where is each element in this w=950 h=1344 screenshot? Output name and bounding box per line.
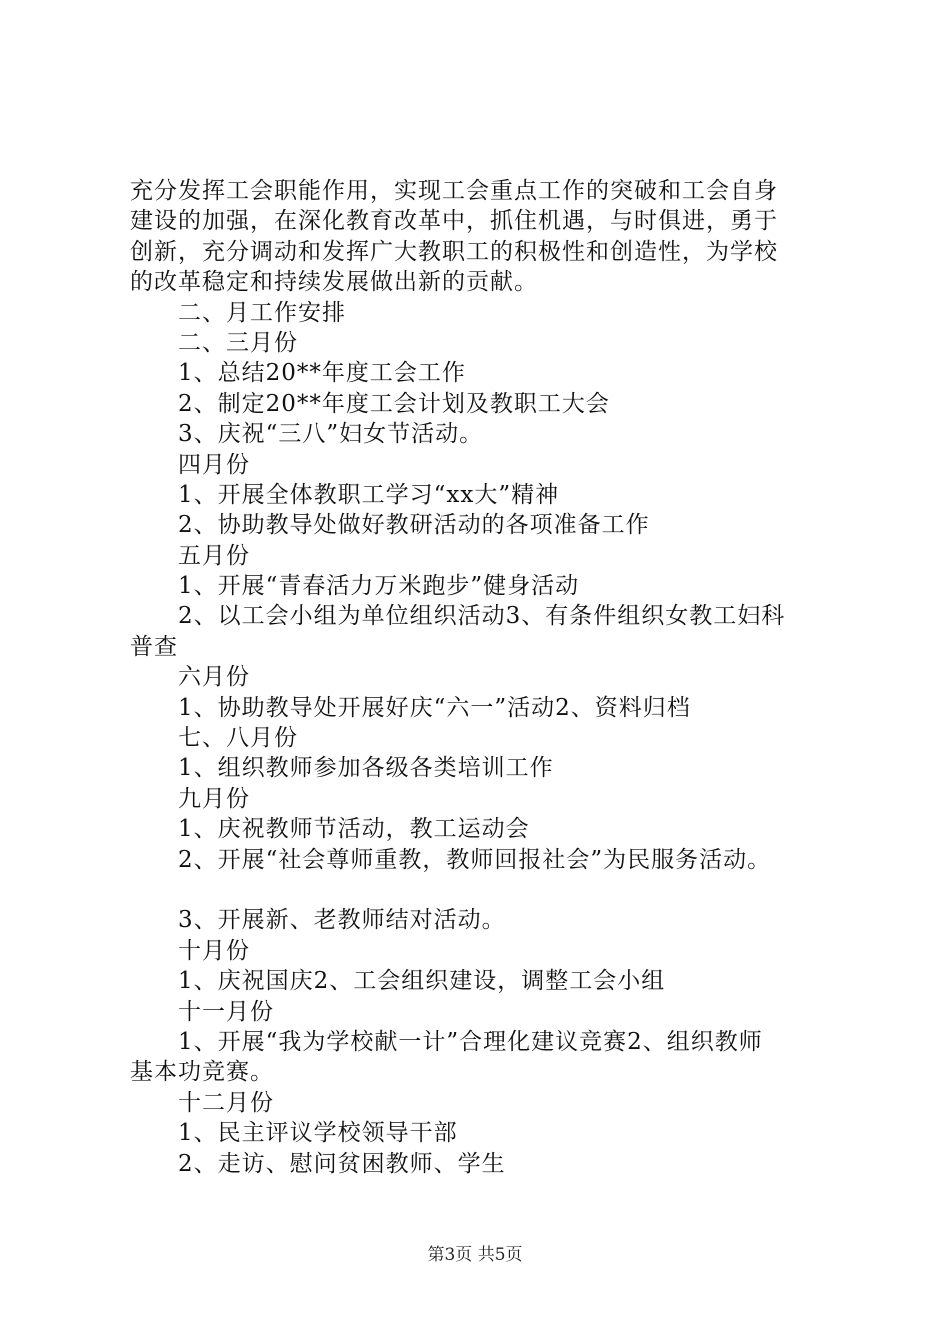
list-item: 3、开展新、老教师结对活动。	[178, 907, 506, 934]
paragraph-line: 充分发挥工会职能作用，实现工会重点工作的突破和工会自身	[130, 178, 778, 204]
list-item: 1、庆祝教师节活动，教工运动会	[178, 816, 530, 843]
month-heading: 九月份	[178, 785, 250, 812]
month-heading: 五月份	[178, 542, 250, 569]
list-item: 1、组织教师参加各级各类培训工作	[178, 755, 554, 782]
list-item: 2、协助教导处做好教研活动的各项准备工作	[178, 512, 650, 539]
list-item: 3、庆祝“三八”妇女节活动。	[178, 421, 484, 448]
month-heading: 十二月份	[178, 1089, 274, 1116]
document-body	[130, 176, 830, 1179]
month-heading: 六月份	[178, 664, 250, 691]
paragraph-line: 创新，充分调动和发挥广大教职工的积极性和创造性，为学校	[130, 238, 778, 265]
blank-line	[130, 875, 830, 905]
paragraph-line: 的改革稳定和持续发展做出新的贡献。	[130, 269, 538, 296]
list-item: 1、庆祝国庆2、工会组织建设，调整工会小组	[178, 968, 666, 995]
list-item: 2、开展“社会尊师重教，教师回报社会”为民服务活动。	[178, 846, 772, 873]
month-heading: 二、三月份	[178, 329, 298, 356]
list-item: 1、民主评议学校领导干部	[178, 1120, 458, 1147]
list-item: 1、开展“我为学校献一计”合理化建议竞赛2、组织教师	[178, 1028, 763, 1055]
paragraph-line: 建设的加强，在深化教育改革中，抓住机遇，与时俱进，勇于	[130, 208, 778, 235]
list-item: 1、开展全体教职工学习“xx大”精神	[178, 481, 560, 508]
list-item: 2、制定20**年度工会计划及教职工大会	[178, 390, 610, 417]
list-item-continuation: 普查	[130, 633, 178, 660]
month-heading: 十一月份	[178, 998, 274, 1025]
list-item: 1、总结20**年度工会工作	[178, 360, 466, 387]
month-heading: 十月份	[178, 937, 250, 964]
month-heading: 七、八月份	[178, 725, 298, 752]
section-heading: 二、月工作安排	[178, 299, 346, 326]
month-heading: 四月份	[178, 451, 250, 478]
list-item: 1、协助教导处开展好庆“六一”活动2、资料归档	[178, 694, 691, 721]
list-item: 1、开展“青春活力万米跑步”健身活动	[178, 573, 580, 600]
list-item-continuation: 基本功竞赛。	[130, 1059, 274, 1086]
list-item: 2、走访、慰问贫困教师、学生	[178, 1150, 506, 1177]
list-item: 2、以工会小组为单位组织活动3、有条件组织女教工妇科	[178, 603, 786, 630]
page-footer: 第3页 共5页	[427, 1245, 523, 1265]
